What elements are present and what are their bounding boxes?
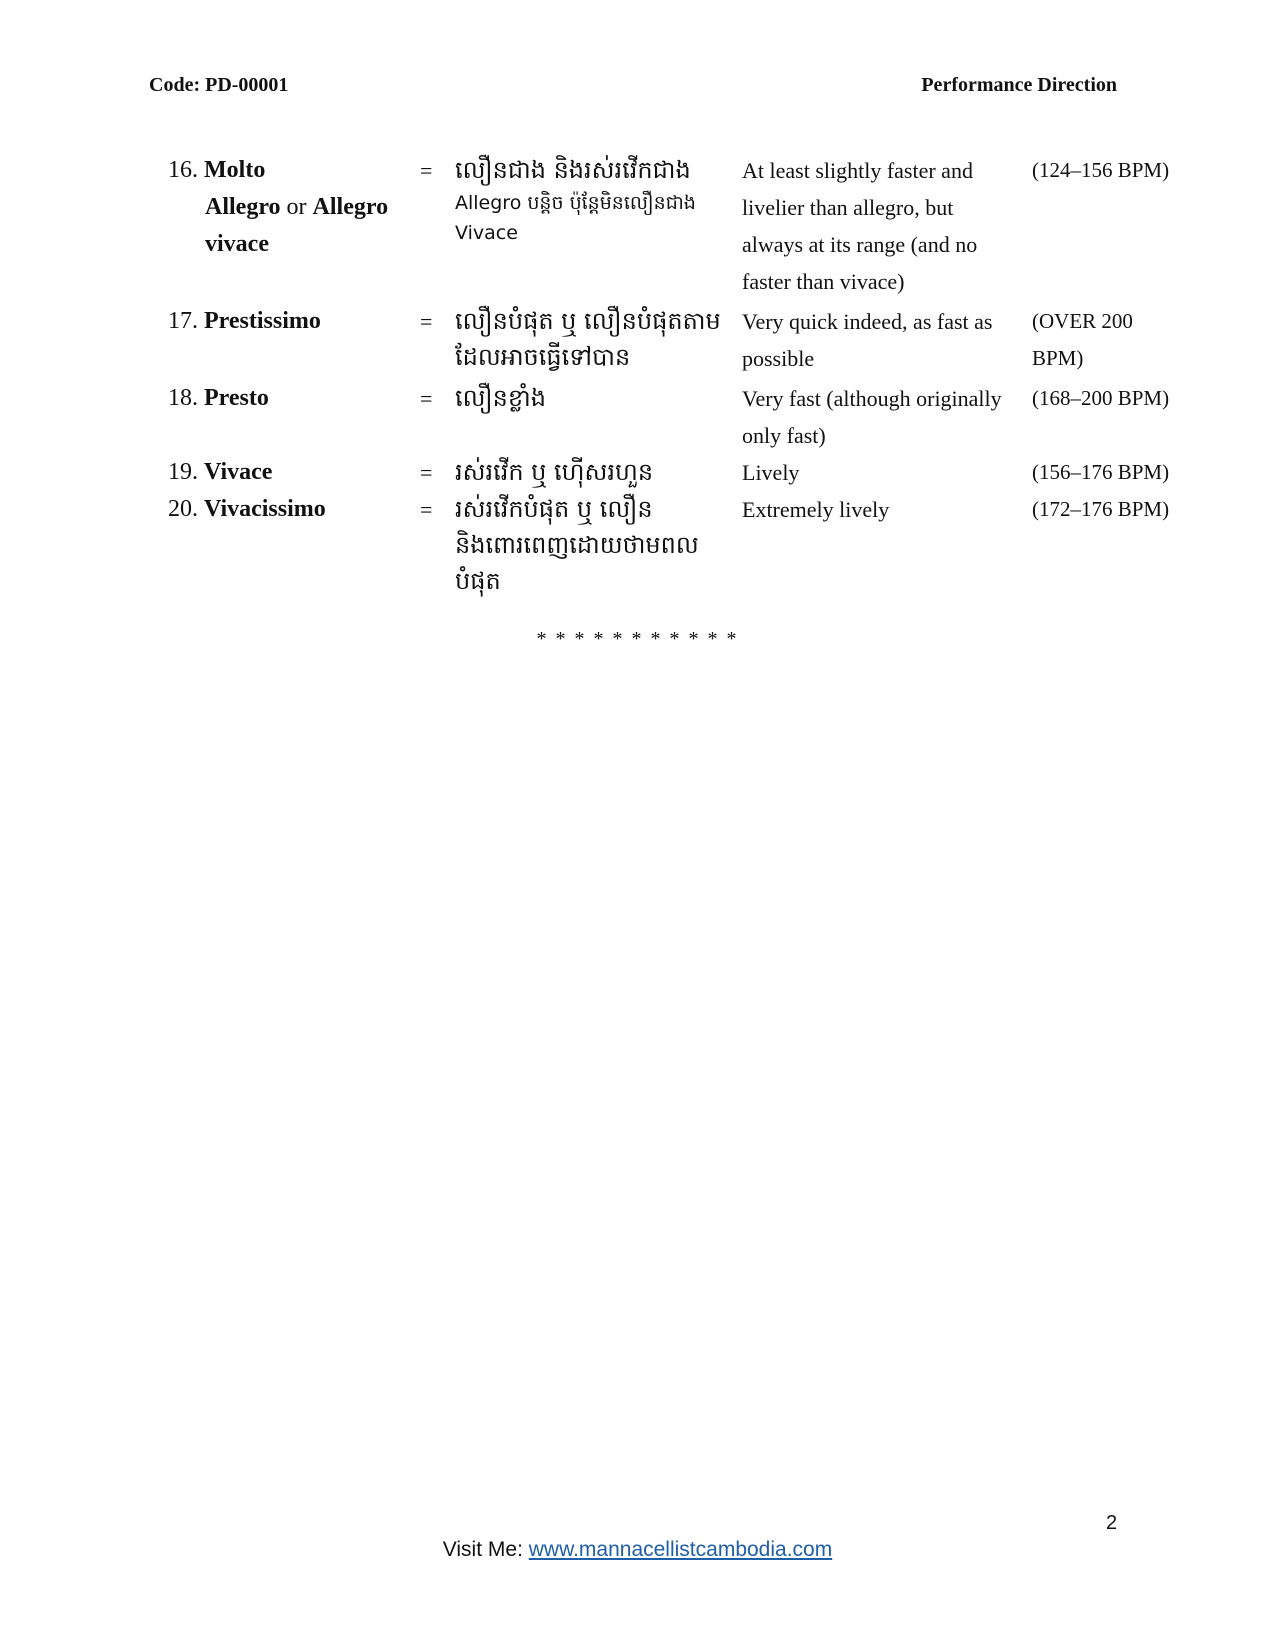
equals-sign: = bbox=[420, 158, 433, 183]
term-name: Presto bbox=[204, 385, 269, 411]
khmer-definition: លឿនជាង និងរស់រវើកជាង Allegro បន្តិច ប៉ុន្តែមិនលឿនជាង Vivace bbox=[455, 156, 696, 244]
item-number: 19. bbox=[168, 459, 198, 485]
term-cell bbox=[168, 380, 408, 417]
bpm-range: (172–176 BPM) bbox=[1032, 497, 1170, 521]
term-name: Molto bbox=[204, 157, 266, 183]
term-name: Vivacissimo bbox=[204, 496, 326, 522]
term-name: Prestissimo bbox=[204, 308, 321, 334]
english-definition: Extremely lively bbox=[742, 497, 890, 522]
english-definition: At least slightly faster and livelier than allegro, but always at its range (and no faster than vivace) bbox=[742, 158, 978, 294]
bpm-range: (124–156 BPM) bbox=[1032, 158, 1170, 182]
equals-sign: = bbox=[420, 386, 433, 411]
english-definition: Very fast (although originally only fast) bbox=[742, 386, 1002, 448]
khmer-definition: រស់រវើក ឬ ហ៊ើសរហួន bbox=[455, 458, 654, 486]
english-definition: Lively bbox=[742, 460, 800, 485]
section-separator: * * * * * * * * * * * bbox=[536, 628, 739, 650]
equals-sign: = bbox=[420, 497, 433, 522]
item-number: 20. bbox=[168, 496, 198, 522]
khmer-definition: លឿនបំផុត ឬ លឿនបំផុតតាមដែលអាចធ្វើទៅបាន bbox=[455, 307, 721, 371]
khmer-definition: រស់រវើកបំផុត ឬ លឿន និងពោរពេញដោយថាមពលបំផុត bbox=[455, 495, 699, 595]
document-code: Code: PD-00001 bbox=[149, 74, 289, 96]
term-continuation: Allegro or Allegro vivace bbox=[205, 194, 389, 257]
khmer-definition: លឿនខ្លាំង bbox=[455, 384, 546, 412]
item-number: 18. bbox=[168, 385, 198, 411]
term-cell bbox=[168, 152, 408, 263]
bpm-range: (168–200 BPM) bbox=[1032, 386, 1170, 410]
term-name: Vivace bbox=[204, 459, 273, 485]
term-cell bbox=[168, 454, 408, 491]
footer-label: Visit Me: bbox=[442, 1538, 523, 1561]
equals-sign: = bbox=[420, 460, 433, 485]
term-cell bbox=[168, 491, 408, 528]
document-title: Performance Direction bbox=[921, 74, 1117, 96]
website-link[interactable]: www.mannacellistcambodia.com bbox=[528, 1538, 833, 1561]
page-number: 2 bbox=[1106, 1512, 1118, 1534]
footer bbox=[0, 1538, 1275, 1562]
english-definition: Very quick indeed, as fast as possible bbox=[742, 309, 993, 371]
bpm-range: (156–176 BPM) bbox=[1032, 460, 1170, 484]
bpm-range: (OVER 200 BPM) bbox=[1032, 309, 1133, 370]
item-number: 17. bbox=[168, 308, 198, 334]
term-cell bbox=[168, 303, 408, 340]
item-number: 16. bbox=[168, 157, 198, 183]
equals-sign: = bbox=[420, 309, 433, 334]
